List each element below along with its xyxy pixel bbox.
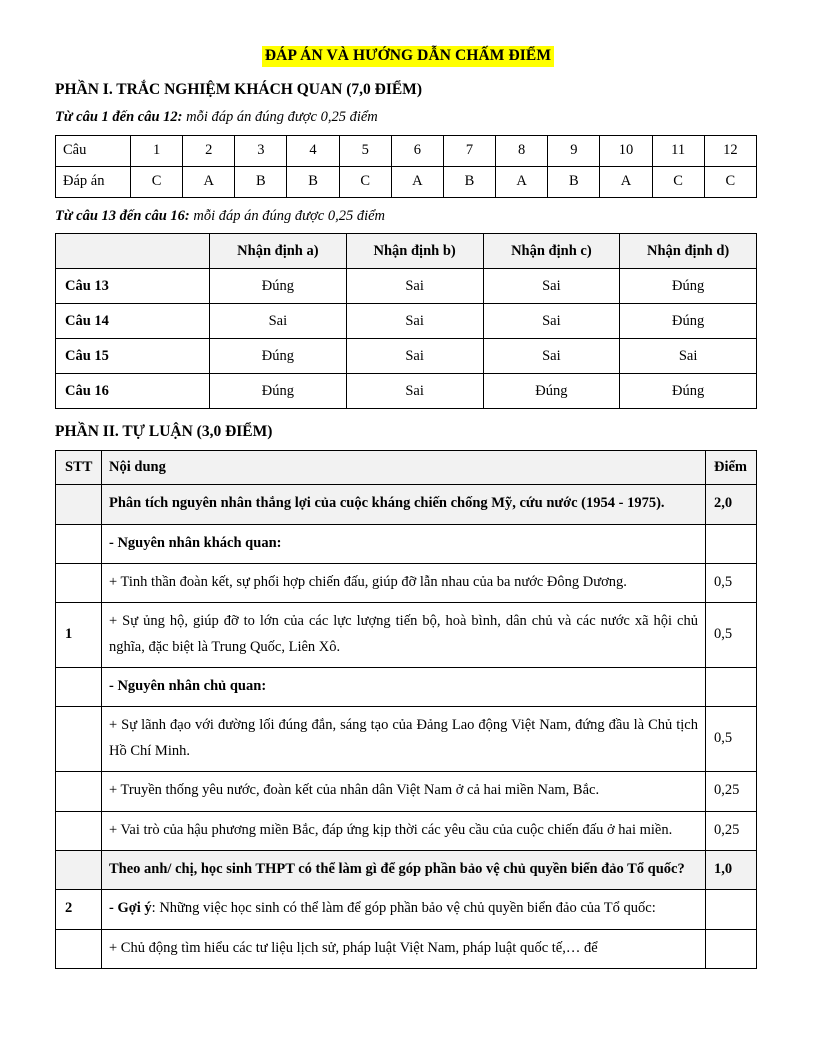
true-false-value: Đúng (620, 304, 757, 339)
essay-row-score (706, 524, 757, 563)
mcq-question-number: 3 (235, 135, 287, 166)
note-lead-2: Từ câu 13 đến câu 16: (55, 207, 190, 224)
mcq-answer-value: C (131, 166, 183, 197)
table-row (56, 850, 757, 889)
true-false-value: Sai (346, 374, 483, 409)
hint-text: : Những việc học sinh có thể làm để góp phần bảo vệ chủ quyền biển đảo của Tổ quốc: (151, 900, 656, 917)
mcq-answer-table (55, 135, 757, 198)
table-row (56, 811, 757, 850)
true-false-table-head (56, 234, 757, 269)
mcq-question-number: 6 (391, 135, 443, 166)
essay-row-content: - Nguyên nhân chủ quan: (102, 668, 706, 707)
true-false-value: Sai (346, 304, 483, 339)
table-header-row (56, 234, 757, 269)
part-1-note-questions-13-16 (55, 208, 761, 225)
table-row (56, 485, 757, 524)
part-2-heading: PHẦN II. TỰ LUẬN (3,0 ĐIỂM) (55, 423, 273, 441)
true-false-value: Sai (483, 339, 620, 374)
essay-row-stt (56, 668, 102, 707)
true-false-value: Sai (346, 269, 483, 304)
part-1-note-questions-1-12 (55, 109, 761, 126)
essay-row-score (706, 890, 757, 929)
table-row (56, 707, 757, 772)
true-false-value: Đúng (620, 269, 757, 304)
table-row (56, 929, 757, 968)
essay-row-stt: 1 (56, 603, 102, 668)
true-false-table-body (56, 269, 757, 409)
essay-row-content-hint (102, 890, 706, 929)
essay-row-score: 1,0 (706, 850, 757, 889)
essay-row-content: + Sự lãnh đạo với đường lối đúng đắn, sáng tạo của Đảng Lao động Việt Nam, đứng đầu là Chủ tịch Hồ Chí Minh. (102, 707, 706, 772)
essay-row-score: 0,25 (706, 811, 757, 850)
essay-row-score: 0,5 (706, 707, 757, 772)
table-row (56, 524, 757, 563)
true-false-answer-table (55, 233, 757, 409)
essay-row-stt (56, 929, 102, 968)
essay-table-head (56, 450, 757, 484)
mcq-question-number: 4 (287, 135, 339, 166)
true-false-value: Đúng (210, 374, 347, 409)
table-row (56, 339, 757, 374)
true-false-row-label: Câu 13 (56, 269, 210, 304)
essay-row-content: - Nguyên nhân khách quan: (102, 524, 706, 563)
mcq-answer-value: C (339, 166, 391, 197)
true-false-column-header: Nhận định d) (620, 234, 757, 269)
table-row (56, 668, 757, 707)
essay-row-stt (56, 811, 102, 850)
table-row (56, 166, 757, 197)
table-row (56, 772, 757, 811)
essay-row-stt (56, 850, 102, 889)
mcq-question-number: 2 (183, 135, 235, 166)
mcq-answer-value: A (391, 166, 443, 197)
table-row (56, 374, 757, 409)
table-header-row (56, 450, 757, 484)
essay-row-score: 0,5 (706, 563, 757, 602)
true-false-row-label: Câu 14 (56, 304, 210, 339)
essay-column-header-score: Điểm (706, 450, 757, 484)
mcq-answer-value: A (496, 166, 548, 197)
essay-row-score: 2,0 (706, 485, 757, 524)
mcq-question-number: 7 (443, 135, 495, 166)
note-rest-1: mỗi đáp án đúng được 0,25 điểm (182, 109, 378, 126)
mcq-answer-value: C (652, 166, 704, 197)
true-false-corner-cell (56, 234, 210, 269)
essay-row-stt (56, 485, 102, 524)
mcq-question-number: 8 (496, 135, 548, 166)
table-row (56, 890, 757, 929)
table-row (56, 304, 757, 339)
true-false-column-header: Nhận định c) (483, 234, 620, 269)
table-row (56, 603, 757, 668)
mcq-answer-value: B (548, 166, 600, 197)
mcq-question-number: 1 (131, 135, 183, 166)
essay-row-score: 0,5 (706, 603, 757, 668)
true-false-value: Sai (483, 304, 620, 339)
mcq-answer-value: B (235, 166, 287, 197)
true-false-row-label: Câu 16 (56, 374, 210, 409)
mcq-question-number: 11 (652, 135, 704, 166)
true-false-value: Sai (620, 339, 757, 374)
mcq-row-label-answer: Đáp án (56, 166, 131, 197)
true-false-value: Sai (483, 269, 620, 304)
true-false-value: Đúng (620, 374, 757, 409)
mcq-question-number: 9 (548, 135, 600, 166)
essay-row-content: + Vai trò của hậu phương miền Bắc, đáp ứng kịp thời các yêu cầu của cuộc chiến đấu ở hai miền. (102, 811, 706, 850)
true-false-value: Sai (346, 339, 483, 374)
table-row (56, 563, 757, 602)
mcq-question-number: 12 (704, 135, 756, 166)
true-false-value: Đúng (210, 339, 347, 374)
mcq-answer-value: C (704, 166, 756, 197)
essay-row-score (706, 929, 757, 968)
true-false-row-label: Câu 15 (56, 339, 210, 374)
essay-column-header-content: Nội dung (102, 450, 706, 484)
essay-row-score (706, 668, 757, 707)
true-false-column-header: Nhận định a) (210, 234, 347, 269)
page-title: ĐÁP ÁN VÀ HƯỚNG DẪN CHẤM ĐIỂM (262, 46, 554, 67)
essay-row-content: Phân tích nguyên nhân thắng lợi của cuộc kháng chiến chống Mỹ, cứu nước (1954 - 1975). (102, 485, 706, 524)
true-false-value: Đúng (210, 269, 347, 304)
table-row (56, 135, 757, 166)
mcq-question-number: 10 (600, 135, 652, 166)
hint-label: - Gợi ý (109, 900, 152, 917)
essay-row-stt (56, 772, 102, 811)
document-title-container (55, 0, 761, 67)
mcq-answer-value: A (600, 166, 652, 197)
mcq-table-body (56, 135, 757, 197)
essay-row-stt (56, 563, 102, 602)
essay-row-stt: 2 (56, 890, 102, 929)
true-false-column-header: Nhận định b) (346, 234, 483, 269)
table-row (56, 269, 757, 304)
essay-row-content: Theo anh/ chị, học sinh THPT có thể làm gì để góp phần bảo vệ chủ quyền biển đảo Tổ quốc? (102, 850, 706, 889)
essay-row-score: 0,25 (706, 772, 757, 811)
essay-marking-table (55, 450, 757, 969)
essay-row-content: + Truyền thống yêu nước, đoàn kết của nhân dân Việt Nam ở cả hai miền Nam, Bắc. (102, 772, 706, 811)
essay-row-stt (56, 524, 102, 563)
essay-table-body (56, 485, 757, 969)
mcq-row-label-question: Câu (56, 135, 131, 166)
essay-row-content: + Tinh thần đoàn kết, sự phối hợp chiến đấu, giúp đỡ lẫn nhau của ba nước Đông Dương. (102, 563, 706, 602)
part-1-heading: PHẦN I. TRẮC NGHIỆM KHÁCH QUAN (7,0 ĐIỂM) (55, 80, 422, 98)
essay-column-header-stt: STT (56, 450, 102, 484)
essay-row-content: + Chủ động tìm hiểu các tư liệu lịch sử, pháp luật Việt Nam, pháp luật quốc tế,… để (102, 929, 706, 968)
mcq-answer-value: A (183, 166, 235, 197)
true-false-value: Sai (210, 304, 347, 339)
true-false-value: Đúng (483, 374, 620, 409)
note-lead-1: Từ câu 1 đến câu 12: (55, 109, 183, 126)
note-rest-2: mỗi đáp án đúng được 0,25 điểm (189, 207, 386, 224)
essay-row-stt (56, 707, 102, 772)
mcq-answer-value: B (287, 166, 339, 197)
mcq-question-number: 5 (339, 135, 391, 166)
essay-row-content: + Sự ủng hộ, giúp đỡ to lớn của các lực lượng tiến bộ, hoà bình, dân chủ và các nước xã hội chủ nghĩa, đặc biệt là Trung Quốc, Liên Xô. (102, 603, 706, 668)
mcq-answer-value: B (443, 166, 495, 197)
